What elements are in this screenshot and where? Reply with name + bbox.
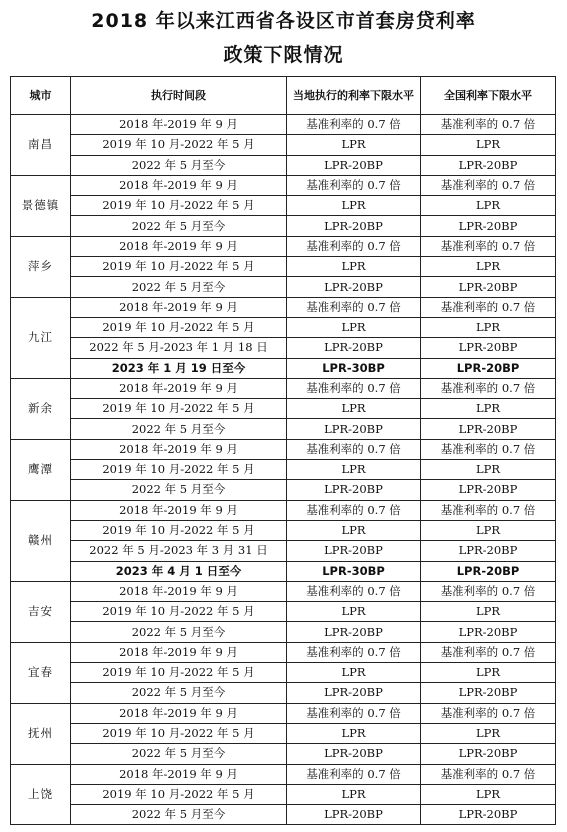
national-rate-cell: LPR-20BP — [421, 277, 556, 297]
table-row — [11, 744, 556, 764]
document-title-line1: 2018 年以来江西省各设区市首套房贷利率 — [91, 10, 476, 32]
national-rate-cell: 基准利率的 0.7 倍 — [421, 764, 556, 784]
table-row — [11, 439, 556, 459]
national-rate-cell: 基准利率的 0.7 倍 — [421, 175, 556, 195]
local-rate-cell: 基准利率的 0.7 倍 — [287, 297, 421, 317]
city-cell: 上饶 — [11, 764, 71, 825]
local-rate-cell: LPR-20BP — [287, 155, 421, 175]
period-cell: 2022 年 5 月至今 — [71, 277, 287, 297]
local-rate-cell: 基准利率的 0.7 倍 — [287, 703, 421, 723]
national-rate-cell: 基准利率的 0.7 倍 — [421, 378, 556, 398]
local-rate-cell: 基准利率的 0.7 倍 — [287, 378, 421, 398]
local-rate-cell: LPR — [287, 317, 421, 337]
table-row — [11, 480, 556, 500]
table-row — [11, 257, 556, 277]
mortgage-rate-table — [10, 76, 556, 825]
period-cell: 2019 年 10 月-2022 年 5 月 — [71, 460, 287, 480]
city-cell: 抚州 — [11, 703, 71, 764]
city-cell: 萍乡 — [11, 236, 71, 297]
header-city: 城市 — [11, 77, 71, 115]
period-cell: 2019 年 10 月-2022 年 5 月 — [71, 520, 287, 540]
table-row — [11, 175, 556, 195]
local-rate-cell: LPR-20BP — [287, 683, 421, 703]
national-rate-cell: 基准利率的 0.7 倍 — [421, 642, 556, 662]
table-row — [11, 317, 556, 337]
national-rate-cell: LPR — [421, 602, 556, 622]
national-rate-cell: 基准利率的 0.7 倍 — [421, 297, 556, 317]
period-cell: 2022 年 5 月至今 — [71, 155, 287, 175]
table-row — [11, 399, 556, 419]
national-rate-cell: LPR-20BP — [421, 561, 556, 581]
table-row — [11, 520, 556, 540]
local-rate-cell: LPR-20BP — [287, 744, 421, 764]
national-rate-cell: LPR-20BP — [421, 419, 556, 439]
national-rate-cell: LPR-20BP — [421, 683, 556, 703]
local-rate-cell: LPR-30BP — [287, 561, 421, 581]
local-rate-cell: LPR — [287, 196, 421, 216]
period-cell: 2019 年 10 月-2022 年 5 月 — [71, 602, 287, 622]
period-cell: 2022 年 5 月至今 — [71, 622, 287, 642]
period-cell: 2018 年-2019 年 9 月 — [71, 297, 287, 317]
local-rate-cell: LPR — [287, 602, 421, 622]
local-rate-cell: LPR — [287, 663, 421, 683]
local-rate-cell: LPR-20BP — [287, 338, 421, 358]
table-row — [11, 805, 556, 825]
national-rate-cell: LPR-20BP — [421, 480, 556, 500]
city-cell: 赣州 — [11, 500, 71, 581]
period-cell: 2018 年-2019 年 9 月 — [71, 764, 287, 784]
document-title-line2: 政策下限情况 — [223, 44, 344, 66]
local-rate-cell: 基准利率的 0.7 倍 — [287, 439, 421, 459]
national-rate-cell: LPR-20BP — [421, 744, 556, 764]
period-cell: 2023 年 1 月 19 日至今 — [71, 358, 287, 378]
national-rate-cell: LPR — [421, 399, 556, 419]
national-rate-cell: 基准利率的 0.7 倍 — [421, 581, 556, 601]
table-row — [11, 338, 556, 358]
local-rate-cell: LPR — [287, 723, 421, 743]
local-rate-cell: LPR-20BP — [287, 216, 421, 236]
national-rate-cell: LPR — [421, 784, 556, 804]
local-rate-cell: LPR-20BP — [287, 277, 421, 297]
table-row — [11, 581, 556, 601]
national-rate-cell: 基准利率的 0.7 倍 — [421, 115, 556, 135]
table-row — [11, 236, 556, 256]
period-cell: 2019 年 10 月-2022 年 5 月 — [71, 196, 287, 216]
national-rate-cell: LPR — [421, 317, 556, 337]
table-row — [11, 764, 556, 784]
national-rate-cell: 基准利率的 0.7 倍 — [421, 439, 556, 459]
table-row — [11, 723, 556, 743]
national-rate-cell: LPR-20BP — [421, 155, 556, 175]
national-rate-cell: LPR-20BP — [421, 358, 556, 378]
national-rate-cell: LPR — [421, 196, 556, 216]
national-rate-cell: LPR — [421, 723, 556, 743]
period-cell: 2022 年 5 月-2023 年 1 月 18 日 — [71, 338, 287, 358]
city-cell: 景德镇 — [11, 175, 71, 236]
local-rate-cell: LPR-20BP — [287, 419, 421, 439]
national-rate-cell: LPR — [421, 257, 556, 277]
local-rate-cell: 基准利率的 0.7 倍 — [287, 764, 421, 784]
national-rate-cell: LPR — [421, 460, 556, 480]
period-cell: 2022 年 5 月至今 — [71, 419, 287, 439]
local-rate-cell: LPR — [287, 520, 421, 540]
local-rate-cell: LPR-30BP — [287, 358, 421, 378]
period-cell: 2019 年 10 月-2022 年 5 月 — [71, 784, 287, 804]
national-rate-cell: LPR-20BP — [421, 216, 556, 236]
header-national-rate: 全国利率下限水平 — [421, 77, 556, 115]
period-cell: 2018 年-2019 年 9 月 — [71, 236, 287, 256]
city-cell: 新余 — [11, 378, 71, 439]
period-cell: 2018 年-2019 年 9 月 — [71, 703, 287, 723]
city-cell: 鹰潭 — [11, 439, 71, 500]
period-cell: 2018 年-2019 年 9 月 — [71, 500, 287, 520]
national-rate-cell: LPR — [421, 135, 556, 155]
national-rate-cell: LPR — [421, 663, 556, 683]
period-cell: 2018 年-2019 年 9 月 — [71, 581, 287, 601]
period-cell: 2019 年 10 月-2022 年 5 月 — [71, 723, 287, 743]
local-rate-cell: 基准利率的 0.7 倍 — [287, 581, 421, 601]
period-cell: 2022 年 5 月至今 — [71, 744, 287, 764]
table-row — [11, 216, 556, 236]
period-cell: 2023 年 4 月 1 日至今 — [71, 561, 287, 581]
local-rate-cell: LPR — [287, 135, 421, 155]
national-rate-cell: 基准利率的 0.7 倍 — [421, 703, 556, 723]
table-body — [11, 115, 556, 825]
period-cell: 2019 年 10 月-2022 年 5 月 — [71, 663, 287, 683]
table-row — [11, 419, 556, 439]
period-cell: 2019 年 10 月-2022 年 5 月 — [71, 399, 287, 419]
city-cell: 南昌 — [11, 115, 71, 176]
table-row — [11, 602, 556, 622]
period-cell: 2022 年 5 月-2023 年 3 月 31 日 — [71, 541, 287, 561]
table-row — [11, 115, 556, 135]
table-row — [11, 460, 556, 480]
national-rate-cell: 基准利率的 0.7 倍 — [421, 236, 556, 256]
period-cell: 2018 年-2019 年 9 月 — [71, 175, 287, 195]
local-rate-cell: LPR-20BP — [287, 480, 421, 500]
period-cell: 2022 年 5 月至今 — [71, 480, 287, 500]
period-cell: 2019 年 10 月-2022 年 5 月 — [71, 135, 287, 155]
period-cell: 2018 年-2019 年 9 月 — [71, 378, 287, 398]
table-row — [11, 703, 556, 723]
table-row — [11, 155, 556, 175]
national-rate-cell: LPR-20BP — [421, 541, 556, 561]
table-row — [11, 135, 556, 155]
table-row — [11, 378, 556, 398]
period-cell: 2022 年 5 月至今 — [71, 683, 287, 703]
local-rate-cell: 基准利率的 0.7 倍 — [287, 115, 421, 135]
national-rate-cell: LPR-20BP — [421, 805, 556, 825]
local-rate-cell: 基准利率的 0.7 倍 — [287, 500, 421, 520]
table-row — [11, 500, 556, 520]
table-row — [11, 541, 556, 561]
city-cell: 九江 — [11, 297, 71, 378]
header-period: 执行时间段 — [71, 77, 287, 115]
national-rate-cell: LPR — [421, 520, 556, 540]
table-row — [11, 277, 556, 297]
period-cell: 2018 年-2019 年 9 月 — [71, 439, 287, 459]
period-cell: 2022 年 5 月至今 — [71, 216, 287, 236]
local-rate-cell: LPR — [287, 399, 421, 419]
city-cell: 宜春 — [11, 642, 71, 703]
period-cell: 2022 年 5 月至今 — [71, 805, 287, 825]
table-row — [11, 663, 556, 683]
local-rate-cell: LPR-20BP — [287, 541, 421, 561]
local-rate-cell: 基准利率的 0.7 倍 — [287, 236, 421, 256]
period-cell: 2018 年-2019 年 9 月 — [71, 642, 287, 662]
period-cell: 2019 年 10 月-2022 年 5 月 — [71, 257, 287, 277]
local-rate-cell: LPR-20BP — [287, 805, 421, 825]
table-row — [11, 561, 556, 581]
table-row — [11, 358, 556, 378]
local-rate-cell: LPR — [287, 460, 421, 480]
local-rate-cell: 基准利率的 0.7 倍 — [287, 175, 421, 195]
table-row — [11, 622, 556, 642]
local-rate-cell: LPR — [287, 257, 421, 277]
national-rate-cell: LPR-20BP — [421, 622, 556, 642]
header-local-rate: 当地执行的利率下限水平 — [287, 77, 421, 115]
national-rate-cell: 基准利率的 0.7 倍 — [421, 500, 556, 520]
local-rate-cell: LPR-20BP — [287, 622, 421, 642]
city-cell: 吉安 — [11, 581, 71, 642]
table-row — [11, 297, 556, 317]
table-row — [11, 642, 556, 662]
period-cell: 2018 年-2019 年 9 月 — [71, 115, 287, 135]
table-header-row — [11, 77, 556, 115]
local-rate-cell: LPR — [287, 784, 421, 804]
local-rate-cell: 基准利率的 0.7 倍 — [287, 642, 421, 662]
period-cell: 2019 年 10 月-2022 年 5 月 — [71, 317, 287, 337]
national-rate-cell: LPR-20BP — [421, 338, 556, 358]
table-row — [11, 784, 556, 804]
table-row — [11, 196, 556, 216]
table-row — [11, 683, 556, 703]
